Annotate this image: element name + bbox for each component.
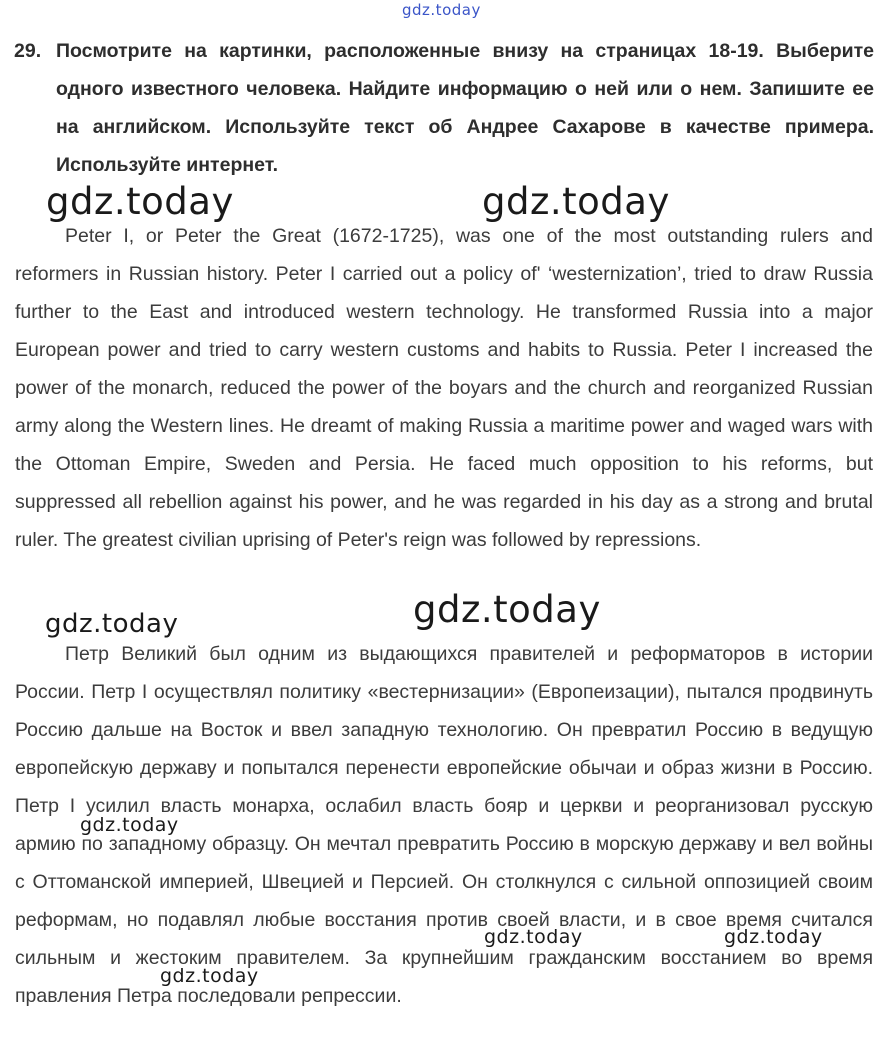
watermark-header-left: gdz.today: [46, 180, 234, 223]
watermark-header-right: gdz.today: [482, 180, 670, 223]
task-text: Посмотрите на картинки, расположенные внизу на страницах 18-19. Выберите одного известного человека. Найдите информацию о ней или о нем. Запишите ее на английском. Используйте текст об Андрее Сахарове в качестве примера. Используйте интернет.: [56, 40, 874, 176]
watermark-inline-4: gdz.today: [160, 965, 259, 987]
watermark-inline-2: gdz.today: [484, 926, 583, 948]
task-number: 29.: [14, 40, 42, 62]
watermark-inline-1: gdz.today: [80, 814, 179, 836]
watermark-mid-left: gdz.today: [45, 609, 179, 639]
paragraph-english: Peter I, or Peter the Great (1672-1725), was one of the most outstanding rulers and reformers in Russian history. Peter I carried out a policy of' ‘westernization’, tried to draw Russia further to the East and introduced western technology. He transformed Russia into a major European power and tried to carry western customs and habits to Russia. Peter I increased the power of the monarch, reduced the power of the boyars and the church and reorganized Russian army along the Western lines. He dreamt of making Russia a maritime power and waged wars with the Ottoman Empire, Sweden and Persia. He faced much opposition to his reforms, but suppressed all rebellion against his power, and he was regarded in his day as a strong and brutal ruler. The greatest civilian uprising of Peter's reign was followed by repressions.: [15, 225, 873, 551]
watermark-top: gdz.today: [402, 1, 481, 19]
watermark-mid-center: gdz.today: [413, 588, 601, 631]
watermark-inline-3: gdz.today: [724, 926, 823, 948]
task-instruction: [14, 32, 874, 184]
paragraph-russian: Петр Великий был одним из выдающихся правителей и реформаторов в истории России. Петр I осуществлял политику «вестернизации» (Европеизации), пытался продвинуть Россию дальше на Восток и ввел западную технологию. Он превратил Россию в ведущую европейскую державу и попытался перенести европейские обычаи и образ жизни в Россию. Петр I усилил власть монарха, ослабил власть бояр и церкви и реорганизовал русскую армию по западному образцу. Он мечтал превратить Россию в морскую державу и вел войны с Оттоманской империей, Швецией и Персией. Он столкнулся с сильной оппозицией своим реформам, но подавлял любые восстания против своей власти, и в свое время считался сильным и жестоким правителем. За крупнейшим гражданским восстанием во время правления Петра последовали репрессии.: [15, 643, 873, 1007]
